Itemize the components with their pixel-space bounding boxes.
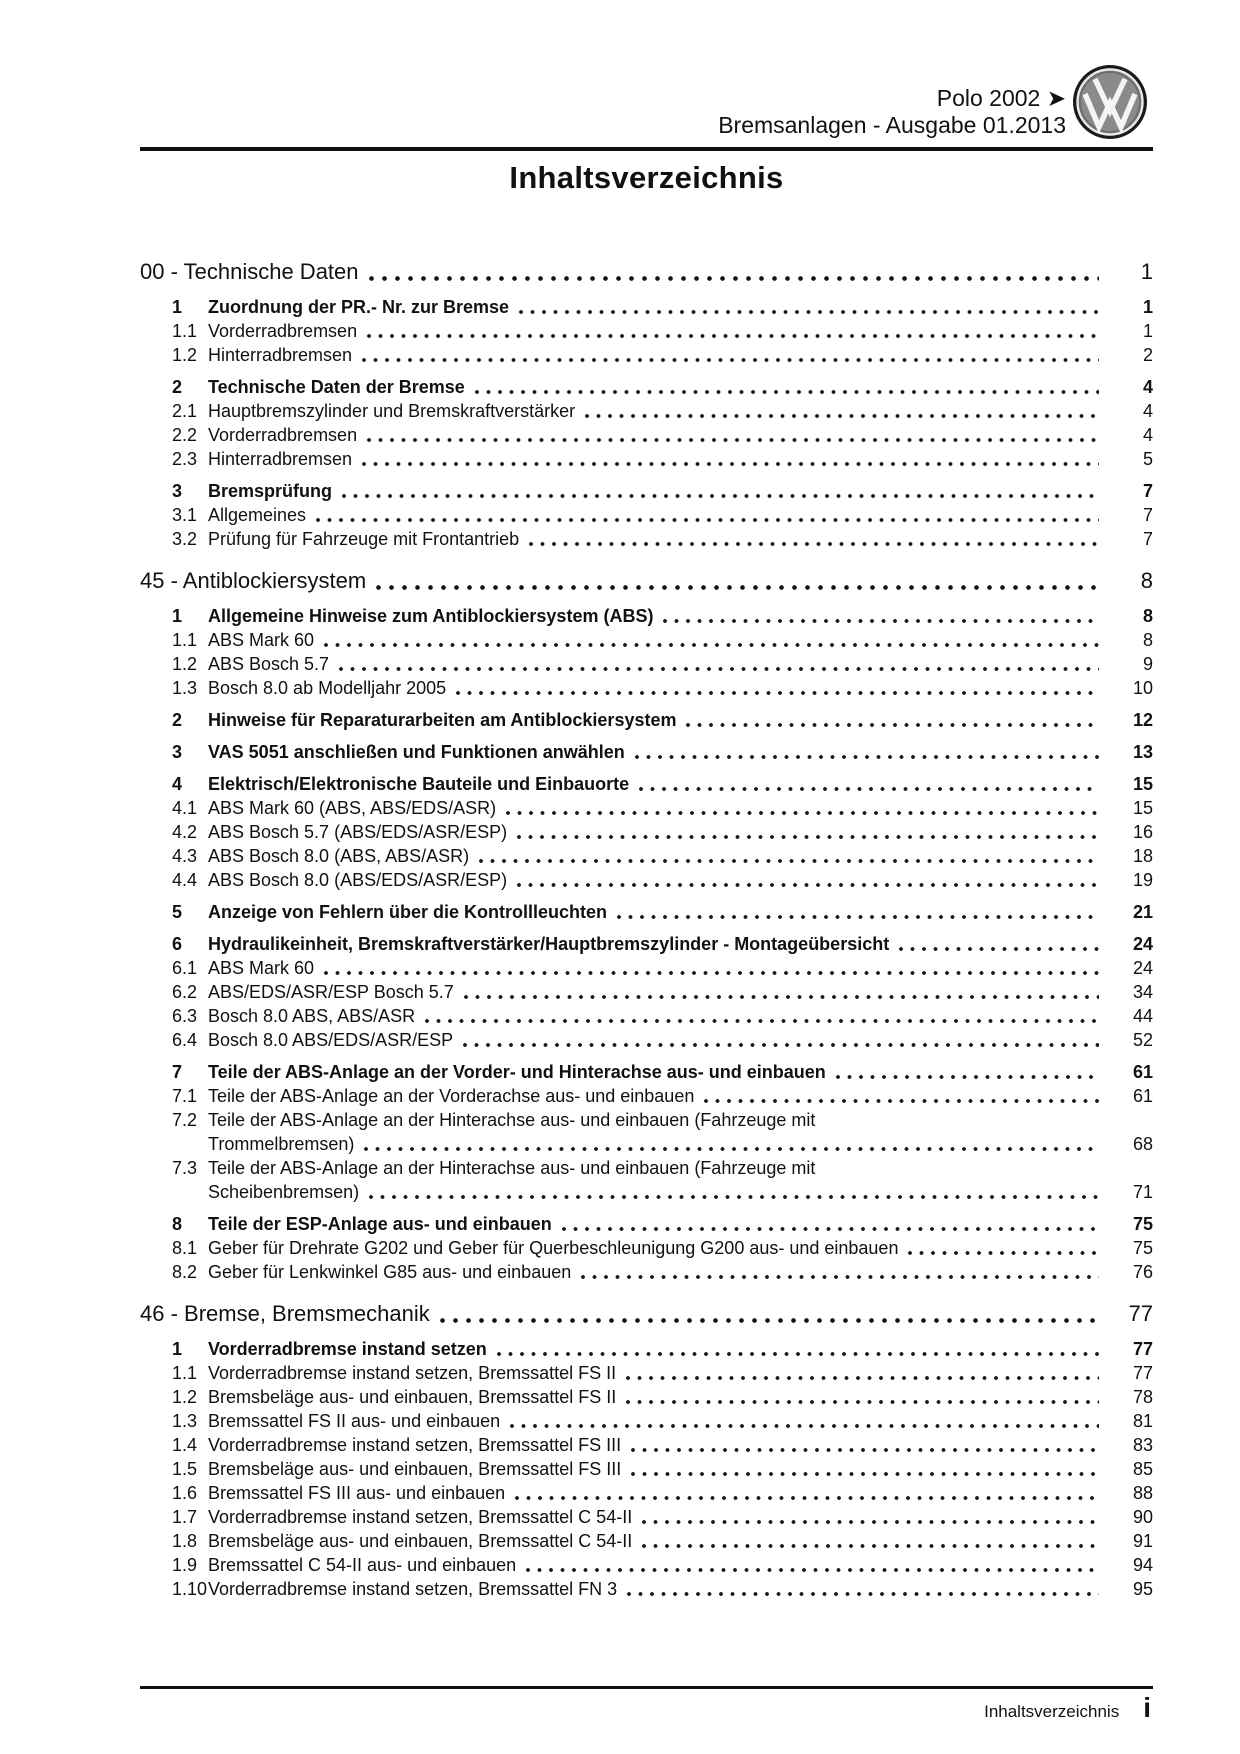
- toc-entry-row[interactable]: [140, 1337, 1153, 1361]
- dot-leader: [463, 1036, 1099, 1048]
- toc-page-number: 24: [1132, 934, 1153, 954]
- toc-page-number: 16: [1132, 822, 1153, 842]
- toc-entry-number: 8.2: [172, 1262, 198, 1282]
- toc-entry-number: 7.1: [172, 1086, 198, 1106]
- toc-entry-row[interactable]: [140, 1361, 1153, 1385]
- toc-page-number: 21: [1132, 902, 1153, 922]
- toc-section-label: 00 - Technische Daten: [140, 259, 359, 284]
- toc-entry-number: 5: [172, 902, 183, 922]
- toc-entry-title: Allgemeines: [208, 505, 307, 525]
- toc-entry-number: 2: [172, 710, 183, 730]
- toc-entry-number: 3: [172, 481, 183, 501]
- toc-entry-row[interactable]: [140, 1385, 1153, 1409]
- dot-leader: [376, 579, 1099, 591]
- toc-entry-title: ABS Mark 60 (ABS, ABS/EDS/ASR): [208, 798, 497, 818]
- toc-entry-number: 1: [172, 606, 183, 626]
- toc-page-number: 7: [1142, 481, 1153, 501]
- toc-page-number: 34: [1132, 982, 1153, 1002]
- toc-entry-number: 3: [172, 742, 183, 762]
- toc-entry-number: 8: [172, 1214, 183, 1234]
- toc-page-number: 61: [1132, 1086, 1153, 1106]
- toc-entry-row[interactable]: [140, 375, 1153, 399]
- dot-leader: [626, 1393, 1099, 1405]
- toc-entry-title: Teile der ABS-Anlage an der Hinterachse aus- und einbauen (Fahrzeuge mit: [208, 1110, 816, 1130]
- toc-entry-row[interactable]: [140, 708, 1153, 732]
- header-text-block: [718, 85, 1066, 140]
- toc-entry-number: 6.1: [172, 958, 198, 978]
- toc-entry-number: 8.1: [172, 1238, 198, 1258]
- toc-page-number: 8: [1142, 606, 1153, 626]
- toc-entry-title: Bremsbeläge aus- und einbauen, Bremssattel FS II: [208, 1387, 617, 1407]
- toc-entry-number: 6: [172, 934, 183, 954]
- toc-entry-row[interactable]: [140, 1409, 1153, 1433]
- toc-entry-row[interactable]: [140, 1236, 1153, 1260]
- toc-entry-title: Vorderradbremsen: [208, 321, 358, 341]
- toc-page-number: 9: [1142, 654, 1153, 674]
- dot-leader: [479, 852, 1099, 864]
- toc-entry-title: Bremssattel FS II aus- und einbauen: [208, 1411, 501, 1431]
- toc-entry-number: 7: [172, 1062, 183, 1082]
- toc-entry-row[interactable]: [140, 503, 1153, 527]
- toc-entry-row[interactable]: [140, 772, 1153, 796]
- dot-leader: [908, 1244, 1099, 1256]
- toc-section-row[interactable]: [140, 1298, 1153, 1329]
- toc-section-label: 45 - Antiblockiersystem: [140, 568, 367, 593]
- toc-entry-number: 1.5: [172, 1459, 198, 1479]
- toc-entry-title: Teile der ABS-Anlage an der Hinterachse aus- und einbauen (Fahrzeuge mit: [208, 1158, 816, 1178]
- toc-section-label: 46 - Bremse, Bremsmechanik: [140, 1301, 430, 1326]
- dot-leader: [324, 636, 1099, 648]
- dot-leader: [364, 1140, 1099, 1152]
- toc-page-number: 52: [1132, 1030, 1153, 1050]
- dot-leader: [324, 964, 1099, 976]
- page-title: Inhaltsverzeichnis: [509, 160, 784, 195]
- dot-leader: [517, 828, 1099, 840]
- toc-entry-number: 2.3: [172, 449, 198, 469]
- dot-leader: [642, 1537, 1099, 1549]
- toc-entry-title: ABS Mark 60: [208, 630, 315, 650]
- toc-page-number: 88: [1132, 1483, 1153, 1503]
- toc-page-number: 75: [1132, 1214, 1153, 1234]
- toc-entry-number: 4.2: [172, 822, 198, 842]
- toc-entry-title: Vorderradbremse instand setzen, Bremssattel FN 3: [208, 1579, 618, 1599]
- toc-entry-row[interactable]: [140, 343, 1153, 367]
- toc-entry-row[interactable]: [140, 980, 1153, 1004]
- toc-entry-number: 6.2: [172, 982, 198, 1002]
- toc-entry-number: 1: [172, 1339, 183, 1359]
- dot-leader: [627, 1585, 1099, 1597]
- toc-entry-title: Geber für Lenkwinkel G85 aus- und einbauen: [208, 1262, 572, 1282]
- dot-leader: [425, 1012, 1099, 1024]
- toc-entry-row[interactable]: [140, 1084, 1153, 1108]
- toc-entry-title: Allgemeine Hinweise zum Antiblockiersystem (ABS): [208, 606, 654, 626]
- toc-entry-title: Prüfung für Fahrzeuge mit Frontantrieb: [208, 529, 520, 549]
- toc-page-number: 68: [1132, 1134, 1153, 1154]
- toc-entry-number: 4.1: [172, 798, 198, 818]
- dot-leader: [642, 1513, 1099, 1525]
- toc-entry-title: Scheibenbremsen): [208, 1182, 360, 1202]
- toc-entry-row[interactable]: [140, 956, 1153, 980]
- toc-entry-number: 1: [172, 297, 183, 317]
- toc-entry-title: Zuordnung der PR.- Nr. zur Bremse: [208, 297, 510, 317]
- toc-page-number: 10: [1132, 678, 1153, 698]
- toc-page-number: 8: [1142, 630, 1153, 650]
- dot-leader: [519, 303, 1099, 315]
- footer-rule: [140, 1686, 1153, 1689]
- toc-entry-row[interactable]: [140, 628, 1153, 652]
- toc-page-number: 61: [1132, 1062, 1153, 1082]
- dot-leader: [369, 1188, 1099, 1200]
- toc-entry-number: 1.4: [172, 1435, 198, 1455]
- toc-entry-row[interactable]: [140, 1457, 1153, 1481]
- toc-entry-title: Teile der ESP-Anlage aus- und einbauen: [208, 1214, 552, 1234]
- toc-entry-row[interactable]: [140, 1529, 1153, 1553]
- dot-leader: [316, 511, 1099, 523]
- toc-entry-row[interactable]: [140, 479, 1153, 503]
- toc-entry-number: 1.2: [172, 654, 198, 674]
- toc-page-number: 7: [1142, 529, 1153, 549]
- table-of-contents: [140, 242, 1153, 1601]
- toc-page-number: 83: [1132, 1435, 1153, 1455]
- toc-entry-number: 1.2: [172, 1387, 198, 1407]
- dot-leader: [475, 383, 1099, 395]
- toc-section-row[interactable]: [140, 565, 1153, 596]
- toc-entry-number: 4.3: [172, 846, 198, 866]
- toc-page-number: 81: [1132, 1411, 1153, 1431]
- toc-entry-title: ABS Bosch 5.7 (ABS/EDS/ASR/ESP): [208, 822, 508, 842]
- toc-entry-number: 4.4: [172, 870, 198, 890]
- toc-entry-row[interactable]: [140, 399, 1153, 423]
- toc-page-number: 2: [1142, 345, 1153, 365]
- toc-entry-number: 6.3: [172, 1006, 198, 1026]
- toc-entry-number: 1.1: [172, 321, 198, 341]
- toc-entry-row[interactable]: [140, 740, 1153, 764]
- dot-leader: [631, 1465, 1099, 1477]
- toc-entry-title: ABS Mark 60: [208, 958, 315, 978]
- toc-page-number: 12: [1132, 710, 1153, 730]
- toc-page-number: 19: [1132, 870, 1153, 890]
- toc-section-row[interactable]: [140, 256, 1153, 287]
- toc-entry-title: Vorderradbremse instand setzen, Bremssattel FS II: [208, 1363, 617, 1383]
- toc-entry-title: Geber für Drehrate G202 und Geber für Querbeschleunigung G200 aus- und einbauen: [208, 1238, 899, 1258]
- toc-entry-number: 2: [172, 377, 183, 397]
- toc-page-number: 77: [1132, 1363, 1153, 1383]
- toc-page-number: 91: [1132, 1531, 1153, 1551]
- dot-leader: [362, 455, 1099, 467]
- dot-leader: [464, 988, 1099, 1000]
- header-model-line: Polo 2002 ➤: [936, 85, 1066, 111]
- toc-entry-number: 3.2: [172, 529, 198, 549]
- toc-entry-number: 1.7: [172, 1507, 198, 1527]
- toc-entry-row[interactable]: [140, 447, 1153, 471]
- toc-entry-number: 1.6: [172, 1483, 198, 1503]
- toc-entry-number: 3.1: [172, 505, 198, 525]
- toc-entry-title: Hydraulikeinheit, Bremskraftverstärker/Hauptbremszylinder - Montageübersicht: [208, 934, 890, 954]
- dot-leader: [526, 1561, 1099, 1573]
- dot-leader: [517, 876, 1099, 888]
- toc-entry-row[interactable]: [140, 1260, 1153, 1284]
- toc-entry-row[interactable]: [140, 820, 1153, 844]
- toc-entry-row[interactable]: [140, 1132, 1153, 1156]
- footer-page-number: i: [1143, 1692, 1151, 1723]
- toc-entry-row[interactable]: [140, 1481, 1153, 1505]
- toc-page-number: 8: [1140, 568, 1153, 593]
- header-edition-line: Bremsanlagen - Ausgabe 01.2013: [718, 112, 1066, 138]
- dot-leader: [367, 431, 1099, 443]
- toc-entry-title: Hinterradbremsen: [208, 345, 353, 365]
- toc-entry-title: Bosch 8.0 ABS/EDS/ASR/ESP: [208, 1030, 454, 1050]
- dot-leader: [663, 612, 1099, 624]
- toc-entry-row[interactable]: [140, 1156, 1153, 1180]
- toc-entry-number: 1.8: [172, 1531, 198, 1551]
- dot-leader: [686, 716, 1099, 728]
- toc-entry-row[interactable]: [140, 604, 1153, 628]
- dot-leader: [617, 908, 1099, 920]
- toc-page-number: 94: [1132, 1555, 1153, 1575]
- toc-entry-number: 6.4: [172, 1030, 198, 1050]
- toc-entry-title: Hinterradbremsen: [208, 449, 353, 469]
- dot-leader: [506, 804, 1099, 816]
- dot-leader: [369, 270, 1099, 282]
- vw-logo-icon: [1072, 64, 1148, 140]
- toc-entry-title: Vorderradbremse instand setzen, Bremssattel FS III: [208, 1435, 622, 1455]
- toc-entry-title: VAS 5051 anschließen und Funktionen anwählen: [208, 742, 625, 762]
- dot-leader: [562, 1220, 1099, 1232]
- toc-entry-title: Teile der ABS-Anlage an der Vorderachse aus- und einbauen: [208, 1086, 695, 1106]
- toc-page-number: 1: [1142, 321, 1153, 341]
- toc-entry-row[interactable]: [140, 868, 1153, 892]
- toc-page-number: 1: [1142, 297, 1153, 317]
- toc-entry-number: 1.3: [172, 1411, 198, 1431]
- toc-entry-row[interactable]: [140, 844, 1153, 868]
- toc-entry-title: Technische Daten der Bremse: [208, 377, 465, 397]
- toc-entry-number: 1.1: [172, 1363, 198, 1383]
- toc-page-number: 85: [1132, 1459, 1153, 1479]
- toc-entry-title: Hauptbremszylinder und Bremskraftverstärker: [208, 401, 576, 421]
- toc-entry-row[interactable]: [140, 1028, 1153, 1052]
- toc-entry-row[interactable]: [140, 1004, 1153, 1028]
- toc-page-number: 95: [1132, 1579, 1153, 1599]
- dot-leader: [635, 748, 1099, 760]
- toc-page-number: 1: [1140, 259, 1153, 284]
- toc-page-number: 18: [1132, 846, 1153, 866]
- dot-leader: [515, 1489, 1099, 1501]
- dot-leader: [704, 1092, 1099, 1104]
- toc-entry-title: Bosch 8.0 ABS, ABS/ASR: [208, 1006, 416, 1026]
- toc-entry-title: Vorderradbremse instand setzen: [208, 1339, 487, 1359]
- toc-entry-number: 2.1: [172, 401, 198, 421]
- toc-entry-row[interactable]: [140, 1577, 1153, 1601]
- toc-page-number: 44: [1132, 1006, 1153, 1026]
- toc-entry-title: Vorderradbremsen: [208, 425, 358, 445]
- toc-page-number: 13: [1132, 742, 1153, 762]
- dot-leader: [367, 327, 1099, 339]
- dot-leader: [836, 1068, 1099, 1080]
- toc-entry-row[interactable]: [140, 676, 1153, 700]
- toc-page-number: 77: [1132, 1339, 1153, 1359]
- toc-entry-number: 7.3: [172, 1158, 198, 1178]
- dot-leader: [440, 1312, 1099, 1324]
- toc-entry-title: Bremsprüfung: [208, 481, 333, 501]
- dot-leader: [362, 351, 1099, 363]
- toc-entry-row[interactable]: [140, 527, 1153, 551]
- toc-entry-number: 1.3: [172, 678, 198, 698]
- dot-leader: [529, 535, 1099, 547]
- toc-entry-number: 2.2: [172, 425, 198, 445]
- toc-entry-row[interactable]: [140, 1553, 1153, 1577]
- toc-entry-number: 4: [172, 774, 183, 794]
- toc-entry-title: Bosch 8.0 ab Modelljahr 2005: [208, 678, 447, 698]
- toc-entry-title: ABS Bosch 5.7: [208, 654, 330, 674]
- toc-entry-row[interactable]: [140, 652, 1153, 676]
- dot-leader: [342, 487, 1099, 499]
- dot-leader: [626, 1369, 1099, 1381]
- dot-leader: [631, 1441, 1099, 1453]
- toc-page-number: 77: [1128, 1301, 1153, 1326]
- toc-entry-title: Vorderradbremse instand setzen, Bremssattel C 54-II: [208, 1507, 633, 1527]
- toc-page-number: 78: [1132, 1387, 1153, 1407]
- toc-entry-number: 1.2: [172, 345, 198, 365]
- toc-entry-row[interactable]: [140, 1433, 1153, 1457]
- toc-entry-row[interactable]: [140, 1060, 1153, 1084]
- toc-entry-row[interactable]: [140, 796, 1153, 820]
- toc-entry-number: 1.9: [172, 1555, 198, 1575]
- toc-entry-row[interactable]: [140, 1212, 1153, 1236]
- toc-page-number: 15: [1132, 798, 1153, 818]
- toc-entry-title: Bremsbeläge aus- und einbauen, Bremssattel C 54-II: [208, 1531, 633, 1551]
- dot-leader: [581, 1268, 1099, 1280]
- toc-entry-number: 1.10: [172, 1579, 208, 1599]
- page-footer: [984, 1692, 1151, 1724]
- toc-entry-title: Bremssattel FS III aus- und einbauen: [208, 1483, 506, 1503]
- toc-entry-row[interactable]: [140, 295, 1153, 319]
- toc-entry-title: ABS Bosch 8.0 (ABS, ABS/ASR): [208, 846, 470, 866]
- header-rule: [140, 147, 1153, 151]
- dot-leader: [497, 1345, 1099, 1357]
- dot-leader: [339, 660, 1099, 672]
- toc-page-number: 4: [1142, 425, 1153, 445]
- toc-entry-number: 1.1: [172, 630, 198, 650]
- toc-page-number: 5: [1142, 449, 1153, 469]
- footer-label: Inhaltsverzeichnis: [984, 1702, 1120, 1721]
- toc-page-number: 4: [1142, 377, 1153, 397]
- toc-entry-row[interactable]: [140, 900, 1153, 924]
- toc-page-number: 24: [1132, 958, 1153, 978]
- dot-leader: [510, 1417, 1099, 1429]
- toc-page-number: 90: [1132, 1507, 1153, 1527]
- dot-leader: [585, 407, 1099, 419]
- toc-entry-title: Elektrisch/Elektronische Bauteile und Einbauorte: [208, 774, 630, 794]
- toc-page-number: 4: [1142, 401, 1153, 421]
- toc-page-number: 71: [1132, 1182, 1153, 1202]
- toc-entry-title: Teile der ABS-Anlage an der Vorder- und Hinterachse aus- und einbauen: [208, 1062, 826, 1082]
- toc-page-number: 15: [1132, 774, 1153, 794]
- toc-entry-row[interactable]: [140, 1108, 1153, 1132]
- toc-page-number: 76: [1132, 1262, 1153, 1282]
- toc-entry-title: Bremsbeläge aus- und einbauen, Bremssattel FS III: [208, 1459, 622, 1479]
- toc-entry-title: Trommelbremsen): [208, 1134, 355, 1154]
- toc-entry-number: 7.2: [172, 1110, 198, 1130]
- toc-entry-title: ABS Bosch 8.0 (ABS/EDS/ASR/ESP): [208, 870, 508, 890]
- toc-page-number: 75: [1132, 1238, 1153, 1258]
- dot-leader: [639, 780, 1099, 792]
- toc-entry-title: Anzeige von Fehlern über die Kontrollleuchten: [208, 902, 608, 922]
- toc-entry-row[interactable]: [140, 423, 1153, 447]
- toc-entry-title: Hinweise für Reparaturarbeiten am Antiblockiersystem: [208, 710, 677, 730]
- dot-leader: [456, 684, 1099, 696]
- toc-entry-row[interactable]: [140, 319, 1153, 343]
- page-header: [718, 64, 1148, 140]
- toc-entry-row[interactable]: [140, 1180, 1153, 1204]
- toc-entry-row[interactable]: [140, 1505, 1153, 1529]
- toc-entry-row[interactable]: [140, 932, 1153, 956]
- toc-entry-title: ABS/EDS/ASR/ESP Bosch 5.7: [208, 982, 454, 1002]
- toc-page-number: 7: [1142, 505, 1153, 525]
- toc-entry-title: Bremssattel C 54-II aus- und einbauen: [208, 1555, 517, 1575]
- dot-leader: [899, 940, 1099, 952]
